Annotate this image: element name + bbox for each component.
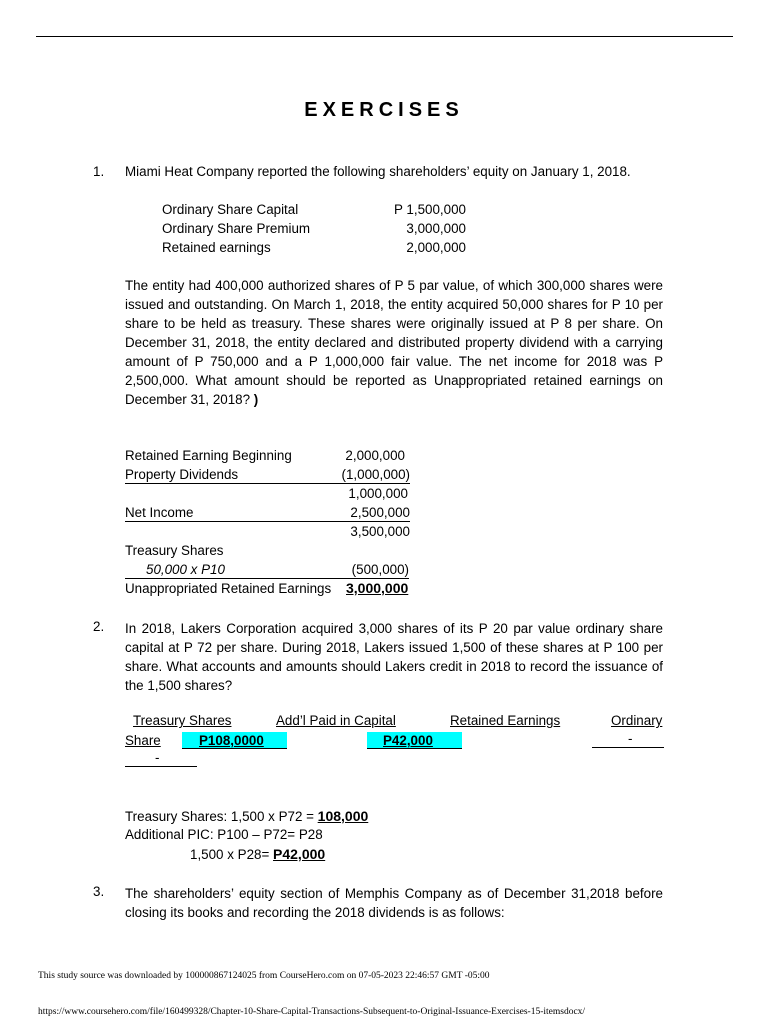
header-treasury-shares: Treasury Shares (133, 713, 232, 728)
header-addl-paid-in-capital: Add’l Paid in Capital (276, 713, 396, 728)
work-line-2: Additional PIC: P100 – P72= P28 (125, 827, 323, 842)
underline (367, 748, 462, 749)
treasury-shares-value: (500,000) (351, 562, 409, 577)
ordinary-answer: - (628, 731, 633, 746)
question-3-paragraph: The shareholders’ equity section of Memphis Company as of December 31,2018 before closing its books and recording the 2018 dividends is as follows: (125, 886, 663, 920)
apic-answer: P42,000 (383, 733, 433, 748)
unappropriated-re-label: Unappropriated Retained Earnings (125, 581, 332, 596)
footer-url[interactable]: https://www.coursehero.com/file/160499328/Chapter-10-Share-Capital-Transactions-Subsequent-to-Original-Issuance-Exercises-15-itemsdocx/ (38, 1007, 586, 1017)
footer-source: This study source was downloaded by 100000867124025 from CourseHero.com on 07-05-2023 22:46:57 GMT -05:00 (38, 971, 490, 981)
question-1-intro: Miami Heat Company reported the following shareholders’ equity on January 1, 2018. (125, 164, 631, 179)
question-2-paragraph: In 2018, Lakers Corporation acquired 3,000 shares of its P 20 par value ordinary share capital at P 72 per share. During 2018, Lakers issued 1,500 of these shares at P 100 per share. What accounts and amounts should Lakers credit in 2018 to record the issuance of the 1,500 shares? (125, 621, 663, 693)
question-3-number: 3. (93, 884, 105, 899)
question-2-number: 2. (93, 619, 105, 634)
re-beginning-value: 2,000,000 (345, 448, 405, 463)
underline (592, 747, 664, 748)
property-dividends-value: (1,000,000) (341, 467, 410, 482)
net-income-value: 2,500,000 (350, 505, 410, 520)
equity-row-label: Retained earnings (162, 240, 271, 255)
subtotal-1: 1,000,000 (348, 486, 408, 501)
question-1-number: 1. (93, 164, 105, 179)
equity-row-label: Ordinary Share Premium (162, 221, 311, 236)
subtotal-2: 3,500,000 (350, 524, 410, 539)
header-retained-earnings: Retained Earnings (450, 713, 561, 728)
underline (182, 748, 287, 749)
equity-row-value: 3,000,000 (406, 221, 466, 236)
work-line-1: Treasury Shares: 1,500 x P72 = 108,000 (125, 808, 369, 824)
re-beginning-label: Retained Earning Beginning (125, 448, 292, 463)
treasury-shares-label: Treasury Shares (125, 543, 224, 558)
equity-row-value: P 1,500,000 (394, 202, 466, 217)
equity-row-value: 2,000,000 (406, 240, 466, 255)
underline (125, 521, 410, 522)
net-income-label: Net Income (125, 505, 194, 520)
header-share: Share (125, 733, 161, 748)
retained-answer: - (155, 750, 160, 765)
equity-row-label: Ordinary Share Capital (162, 202, 299, 217)
treasury-answer: P108,0000 (199, 733, 264, 748)
unappropriated-re-value: 3,000,000 (346, 580, 409, 596)
underline (125, 766, 197, 767)
work-line-3: 1,500 x P28= P42,000 (190, 846, 326, 862)
underline (125, 578, 409, 579)
header-ordinary: Ordinary (611, 713, 663, 728)
property-dividends-label: Property Dividends (125, 467, 239, 482)
treasury-shares-calc: 50,000 x P10 (146, 562, 225, 577)
top-rule (36, 36, 733, 37)
question-1-paragraph: The entity had 400,000 authorized shares of P 5 par value, of which 300,000 shares were issued and outstanding. On March 1, 2018, the entity acquired 50,000 shares for P 10 per share to be held as treasury. These shares were originally issued at P 8 per share. On December 31, 2018, the entity declared and distributed property dividend with a carrying amount of P 750,000 and a P 1,000,000 fair value. The net income for 2018 was P 2,500,000. What amount should be reported as Unappropriated retained earnings on December 31, 2018? ) (125, 278, 663, 407)
page-title: EXERCISES (304, 99, 464, 121)
underline (125, 483, 410, 484)
